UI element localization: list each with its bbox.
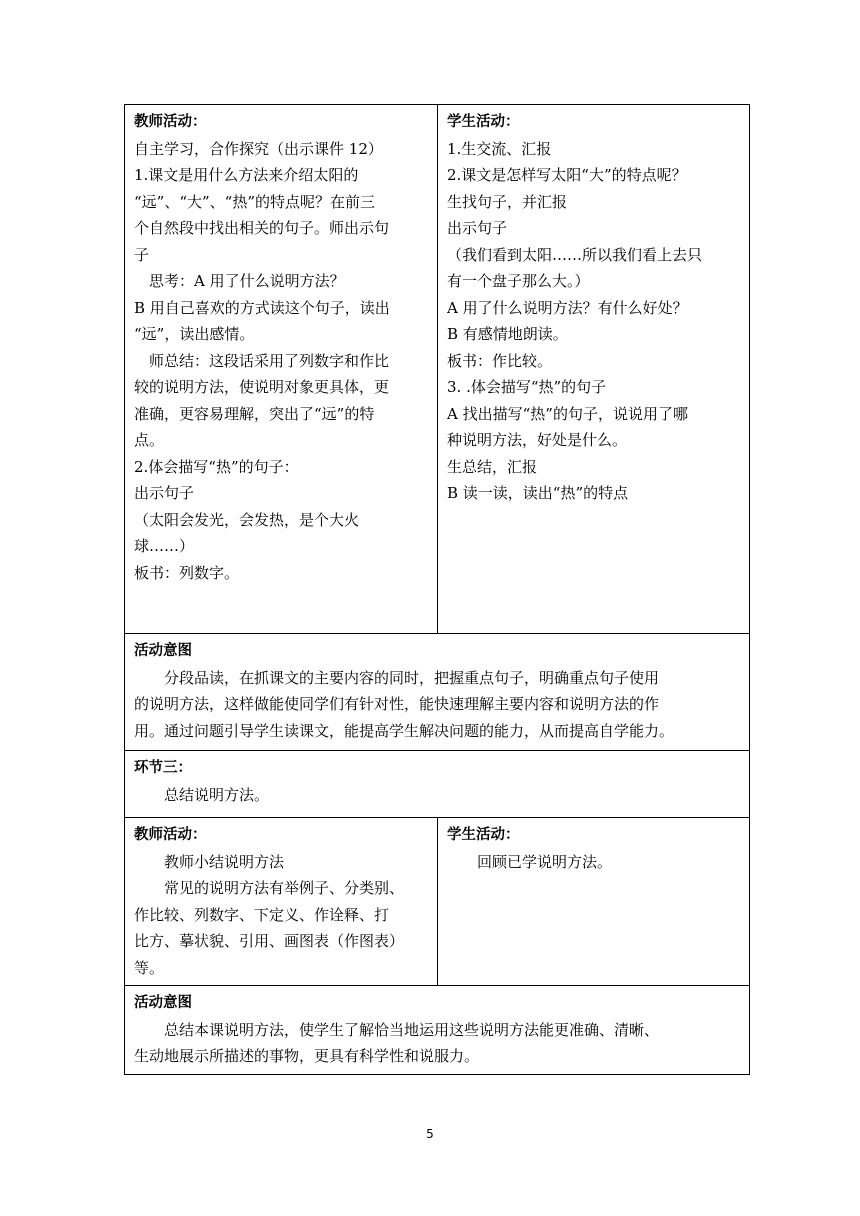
student-line: 回顾已学说明方法。 xyxy=(477,852,613,871)
activity-intent-row-2 xyxy=(125,986,750,1075)
teacher-line: 点。 xyxy=(134,431,165,449)
student-line: B 读一读，读出“热”的特点 xyxy=(447,484,629,502)
teacher-activity-cell xyxy=(125,818,438,986)
student-line: B 有感情地朗读。 xyxy=(447,325,568,343)
teacher-line: （太阳会发光，会发热，是个大火 xyxy=(134,510,360,529)
activity-row-1 xyxy=(125,105,750,634)
teacher-line: 2.体会描写“热”的句子： xyxy=(134,457,299,476)
activity-row-2 xyxy=(125,818,750,986)
intent-line: 用。通过问题引导学生读课文，能提高学生解决问题的能力，从而提高自学能力。 xyxy=(134,721,675,740)
student-line: 有一个盘子那么大。） xyxy=(447,272,590,290)
student-line: A 用了什么说明方法？有什么好处？ xyxy=(447,298,688,317)
student-line: 生找句子，并汇报 xyxy=(447,192,568,211)
student-line: 3. .体会描写“热”的句子 xyxy=(447,378,607,396)
teacher-line: B 用自己喜欢的方式读这个句子，读出 xyxy=(134,298,390,317)
teacher-line: “远”、“大”、“热”的特点呢？在前三 xyxy=(134,192,376,211)
activity-intent-cell xyxy=(125,634,750,751)
intent-line: 生动地展示所描述的事物，更具有科学性和说服力。 xyxy=(134,1047,480,1065)
student-activity-cell xyxy=(438,818,750,986)
teacher-line: 师总结：这段话采用了列数字和作比 xyxy=(149,351,390,370)
student-line: 1.生交流、汇报 xyxy=(447,139,552,158)
intent-line: 的说明方法，这样做能使同学们有针对性，能快速理解主要内容和说明方法的作 xyxy=(134,695,660,713)
student-activity-heading: 学生活动： xyxy=(447,827,520,843)
teacher-line: 1.课文是用什么方法来介绍太阳的 xyxy=(134,166,359,184)
teacher-line: 出示句子 xyxy=(134,484,195,502)
intent-line: 总结本课说明方法，使学生了解恰当地运用这些说明方法能更准确、清晰、 xyxy=(164,1020,660,1039)
student-line: 生总结，汇报 xyxy=(447,457,538,476)
teacher-line: “远”，读出感情。 xyxy=(134,325,255,343)
student-line: A 找出描写“热”的句子，说说用了哪 xyxy=(447,404,688,423)
teacher-line: 思考：A 用了什么说明方法？ xyxy=(149,272,345,290)
step-three-cell xyxy=(125,751,750,818)
student-line: 板书：作比较。 xyxy=(447,351,553,370)
teacher-line: 个自然段中找出相关的句子。师出示句 xyxy=(134,219,390,237)
teacher-line: 等。 xyxy=(134,958,165,977)
step-three-text: 总结说明方法。 xyxy=(164,785,270,804)
teacher-line: 板书：列数字。 xyxy=(134,563,240,582)
teacher-line: 自主学习，合作探究（出示课件 12） xyxy=(134,139,383,158)
activity-intent-heading: 活动意图 xyxy=(134,995,192,1011)
teacher-line: 较的说明方法，使说明对象更具体，更 xyxy=(134,378,390,396)
step-three-row xyxy=(125,751,750,818)
teacher-line: 子 xyxy=(134,245,150,264)
teacher-line: 准确，更容易理解，突出了“远”的特 xyxy=(134,404,375,423)
student-line: 出示句子 xyxy=(447,219,508,237)
teacher-activity-cell xyxy=(125,105,438,634)
student-activity-heading: 学生活动： xyxy=(447,114,520,130)
teacher-line: 球……） xyxy=(134,537,195,555)
step-three-heading: 环节三： xyxy=(134,760,192,776)
teacher-line: 比方、摹状貌、引用、画图表（作图表） xyxy=(134,932,405,950)
student-activity-cell xyxy=(438,105,750,634)
activity-intent-heading: 活动意图 xyxy=(134,643,192,659)
student-line: （我们看到太阳……所以我们看上去只 xyxy=(447,245,703,264)
teacher-line: 教师小结说明方法 xyxy=(164,852,285,871)
activity-intent-cell xyxy=(125,986,750,1075)
page-number: 5 xyxy=(426,1127,434,1141)
lesson-plan-table xyxy=(124,104,750,1075)
student-line: 种说明方法，好处是什么。 xyxy=(447,431,628,449)
activity-intent-row-1 xyxy=(125,634,750,751)
teacher-activity-heading: 教师活动： xyxy=(134,114,207,130)
student-line: 2.课文是怎样写太阳“大”的特点呢？ xyxy=(447,166,687,184)
teacher-line: 作比较、列数字、下定义、作诠释、打 xyxy=(134,905,390,924)
teacher-line: 常见的说明方法有举例子、分类别、 xyxy=(164,879,405,897)
teacher-activity-heading: 教师活动： xyxy=(134,827,207,843)
intent-line: 分段品读，在抓课文的主要内容的同时，把握重点句子，明确重点句子使用 xyxy=(164,668,660,687)
